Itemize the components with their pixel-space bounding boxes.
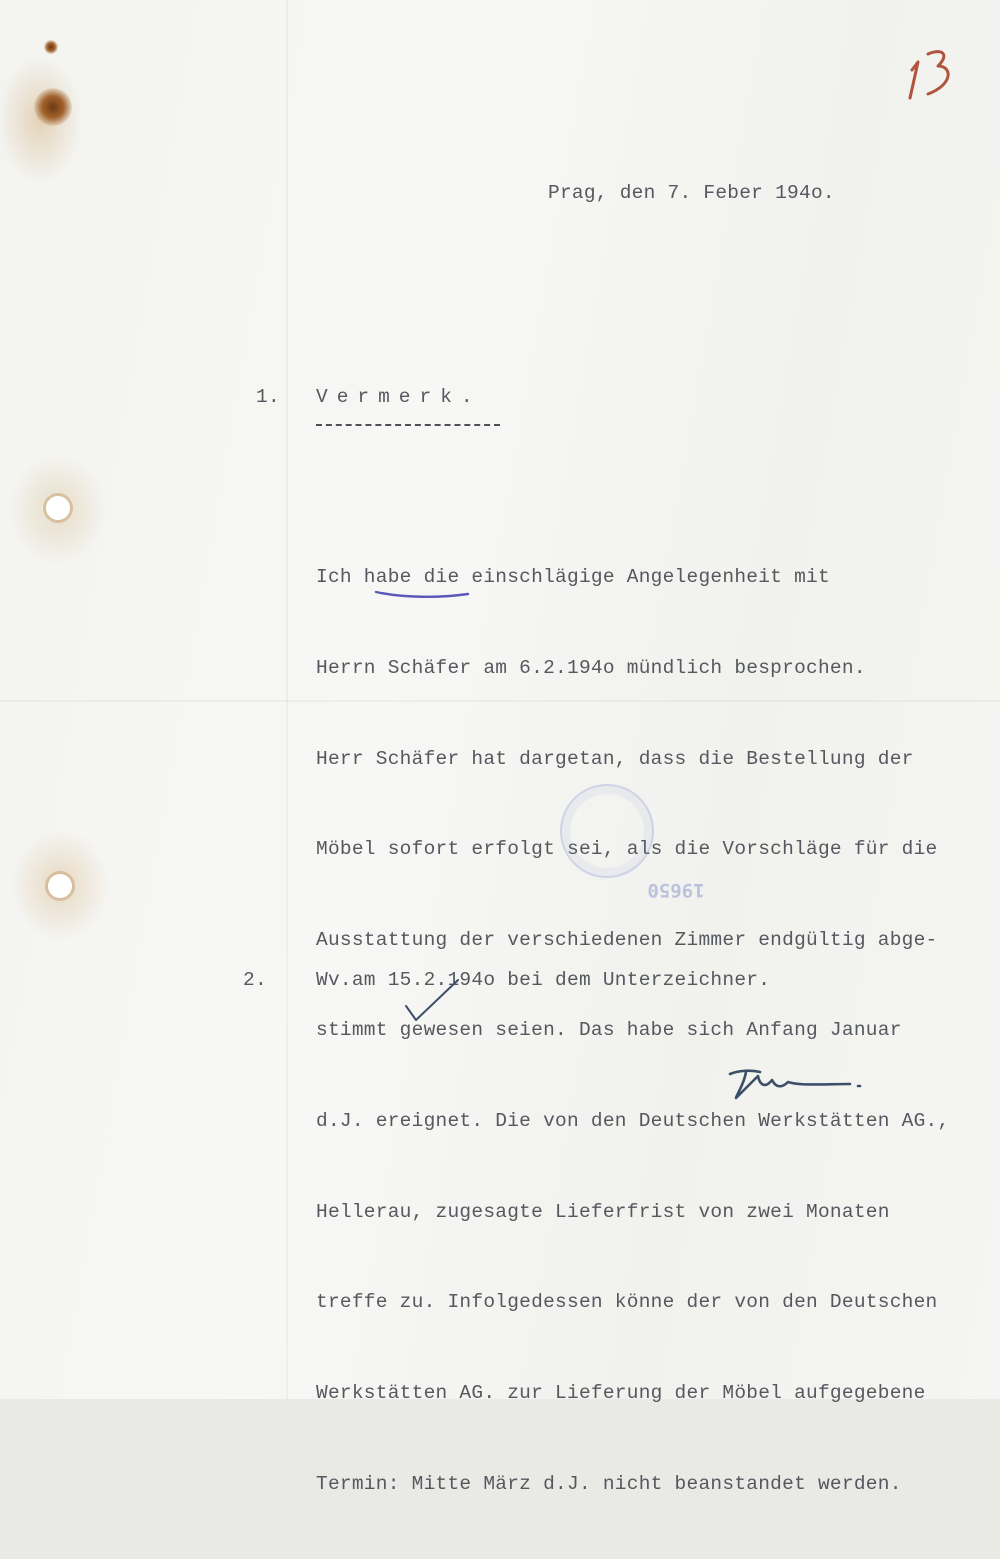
stamp-number-text: 19650 [647,879,705,901]
body-line: Möbel sofort erfolgt sei, als die Vorschläge für die [316,838,938,861]
archive-stamp [560,784,654,878]
signature [726,1062,882,1106]
title-underline [316,424,500,426]
item-1-number: 1. [256,386,280,408]
checkmark-icon [402,976,460,1022]
body-line: treffe zu. Infolgedessen könne der von den Deutschen [316,1291,938,1314]
body-line: Herrn Schäfer am 6.2.194o mündlich besprochen. [316,657,866,680]
ink-underline [374,588,470,602]
body-line: stimmt gewesen seien. Das habe sich Anfang Januar [316,1019,902,1042]
body-line: Herr Schäfer hat dargetan, dass die Bestellung der [316,747,914,770]
punch-hole [46,496,70,520]
body-line: Ausstattung der verschiedenen Zimmer endgültig abge- [316,928,938,951]
body-line: d.J. ereignet. Die von den Deutschen Werkstätten AG., [316,1110,950,1133]
body-line: Werkstätten AG. zur Lieferung der Möbel aufgegebene [316,1381,926,1404]
burn-mark [44,40,58,54]
date-line: Prag, den 7. Feber 194o. [548,182,835,204]
archive-stamp-number [640,878,712,904]
resubmission-note: Wv.am 15.2.194o bei dem Unterzeichner. [316,969,771,991]
burn-mark [34,88,72,126]
punch-hole [48,874,72,898]
memo-body [316,502,949,1559]
folio-number-mark [898,40,962,104]
item-2-number: 2. [243,969,267,991]
body-line: Hellerau, zugesagte Lieferfrist von zwei Monaten [316,1200,890,1223]
body-line: Termin: Mitte März d.J. nicht beanstandet werden. [316,1472,902,1495]
body-line: Ich habe die einschlägige Angelegenheit mit [316,566,830,589]
memo-title: Vermerk. [316,386,482,408]
